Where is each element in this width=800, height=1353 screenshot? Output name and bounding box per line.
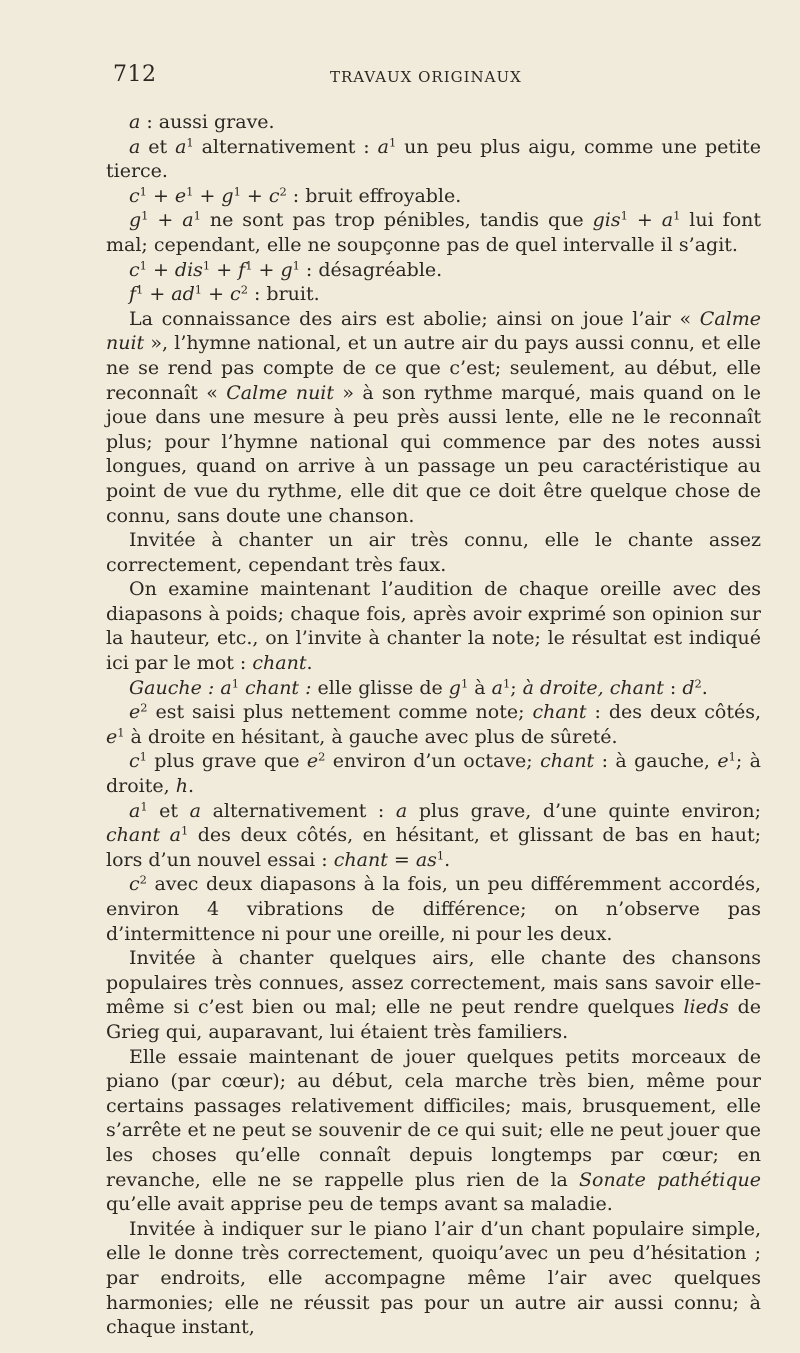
paragraph: a : aussi grave. (129, 111, 275, 133)
paragraph: $g^1 + a^1$ ne sont pas trop pénibles, tandis que $gis^1 + a^1$ lui font mal; cependant, elle ne soupçonne pas de quel intervalle il s’agit. (106, 209, 762, 256)
paragraph: Invitée à indiquer sur le piano l’air d’un chant populaire simple, elle le donne très correctement, quoiqu’avec un peu d’hésitation ; par endroits, elle accompagne même l’air avec quelques harmonies; elle ne réussit pas pour un autre air aussi connu; à chaque instant, (106, 1217, 761, 1339)
paragraph: $c^1 + dis^1 + f^1 + g^1$ : désagréable. (129, 258, 443, 281)
paragraph: $c^1$ plus grave que $e^2$ environ d’un octave; chant : à gauche, $e^1$; à droite, h. (106, 750, 761, 798)
paragraph: La connaissance des airs est abolie; ainsi on joue l’air « Calme nuit », l’hymne national, et un autre air du pays aussi connu, et elle ne se rend pas compte de ce que c’est; seulement, au début, elle reconnaît « Calme nuit » à son rythme marqué, mais quand on le joue dans une mesure à peu près aussi lente, elle ne le reconnaît plus; pour l’hymne national qui commence par des notes aussi longues, quand on arrive à un passage un peu caractéristique au point de vue du rythme, elle dit que ce doit être quelque chose de connu, sans doute une chanson. (106, 307, 761, 527)
paragraph: a et $a^1$ alternativement : $a^1$ un peu plus aigu, comme une petite tierce. (106, 135, 761, 183)
paragraph: $e^2$ est saisi plus nettement comme note; chant : des deux côtés, $e^1$ à droite en hésitant, à gauche avec plus de sûreté. (106, 700, 762, 748)
page-number: 712 (113, 62, 157, 87)
body-text (106, 110, 761, 1340)
paragraph: On examine maintenant l’audition de chaque oreille avec des diapasons à poids; chaque fois, après avoir exprimé son opinion sur la hauteur, etc., on l’invite à chanter la note; le résultat est indiqué ici par le mot : chant. (106, 578, 761, 675)
paragraph: $a^1$ et a alternativement : a plus grave, d’une quinte environ; chant $a^1$ des deux côtés, en hésitant, et glissant de bas en haut; lors d’un nouvel essai : chant = $as^1$. (106, 799, 761, 871)
paragraph: $c^1 + e^1 + g^1 + c^2$ : bruit effroyable. (129, 184, 462, 207)
page-header (0, 62, 800, 92)
paragraph: $f^1 + ad^1 + c^2$ : bruit. (129, 282, 320, 306)
paragraph: Gauche : $a^1$ chant : elle glisse de $g^1$ à $a^1$; à droite, chant : $d^2$. (129, 676, 708, 699)
paragraph: Invitée à chanter un air très connu, elle le chante assez correctement, cependant très faux. (106, 529, 761, 576)
paragraph: Invitée à chanter quelques airs, elle chante des chansons populaires très connues, assez correctement, mais sans savoir elle-même si c’est bien ou mal; elle ne peut rendre quelques lieds de Grieg qui, auparavant, lui étaient très familiers. (106, 947, 761, 1043)
paragraph: Elle essaie maintenant de jouer quelques petits morceaux de piano (par cœur); au début, cela marche très bien, même pour certains passages relativement difficiles; mais, brusquement, elle s’arrête et ne peut se souvenir de ce qui suit; elle ne peut jouer que les choses qu’elle connaît depuis longtemps par cœur; en revanche, elle ne se rappelle plus rien de la Sonate pathétique qu’elle avait apprise peu de temps avant sa maladie. (106, 1045, 761, 1216)
running-head: TRAVAUX ORIGINAUX (330, 68, 522, 86)
paragraph: $c^2$ avec deux diapasons à la fois, un peu différemment accordés, environ 4 vibrations de différence; on n’observe pas d’intermittence ni pour une oreille, ni pour les deux. (106, 873, 761, 945)
